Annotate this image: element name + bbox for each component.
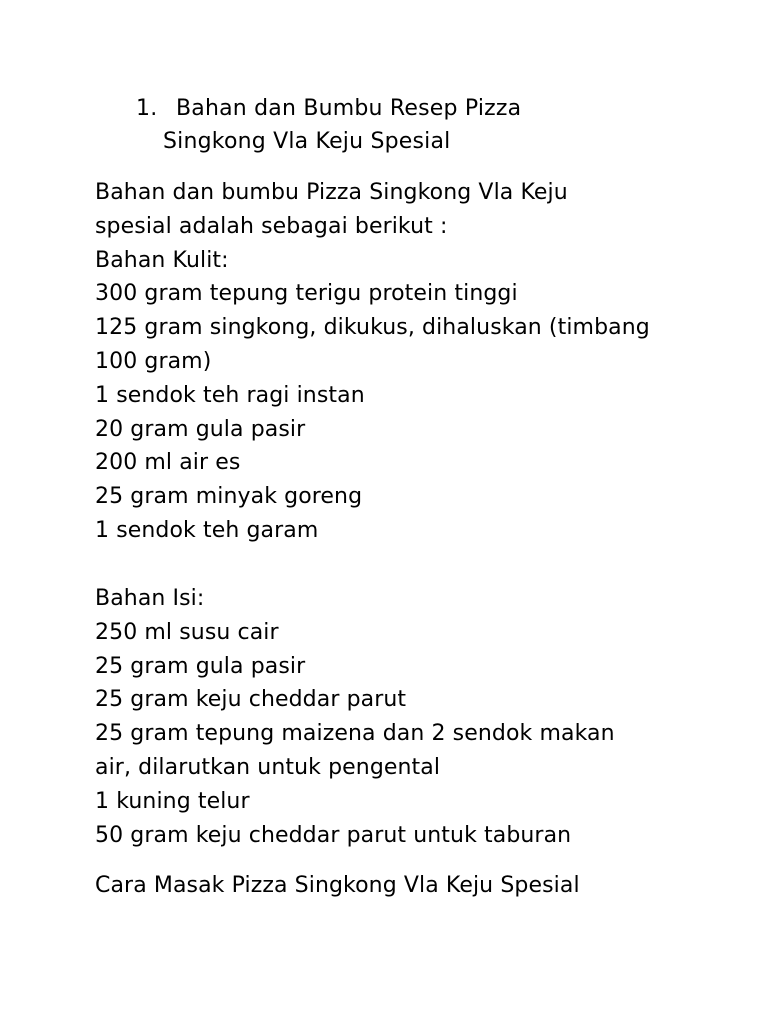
isi-item: 50 gram keju cheddar parut untuk taburan bbox=[95, 822, 572, 848]
heading-line-1: Bahan dan Bumbu Resep Pizza bbox=[176, 96, 522, 121]
section-heading bbox=[136, 92, 521, 158]
heading-number: 1. bbox=[136, 96, 158, 121]
cara-title: Cara Masak Pizza Singkong Vla Keju Spesial bbox=[95, 873, 580, 898]
kulit-item: 20 gram gula pasir bbox=[95, 416, 306, 442]
kulit-item: 25 gram minyak goreng bbox=[95, 484, 363, 510]
isi-item: 250 ml susu cair bbox=[95, 619, 279, 645]
isi-item: 25 gram gula pasir bbox=[95, 653, 306, 679]
isi-item: air, dilarutkan untuk pengental bbox=[95, 754, 441, 780]
ingredients-block-kulit bbox=[95, 176, 650, 548]
ingredients-block-isi bbox=[95, 582, 615, 852]
kulit-item: 200 ml air es bbox=[95, 450, 241, 476]
kulit-title: Bahan Kulit: bbox=[95, 247, 229, 273]
intro-line: Bahan dan bumbu Pizza Singkong Vla Keju bbox=[95, 180, 568, 205]
kulit-item: 300 gram tepung terigu protein tinggi bbox=[95, 281, 518, 307]
kulit-item: 1 sendok teh garam bbox=[95, 517, 319, 543]
isi-item: 25 gram tepung maizena dan 2 sendok makan bbox=[95, 721, 615, 747]
heading-line-2: Singkong Vla Keju Spesial bbox=[163, 129, 451, 154]
isi-item: 1 kuning telur bbox=[95, 788, 250, 814]
isi-title: Bahan Isi: bbox=[95, 586, 205, 611]
kulit-item: 125 gram singkong, dikukus, dihaluskan (timbang bbox=[95, 315, 650, 341]
kulit-item: 1 sendok teh ragi instan bbox=[95, 382, 365, 408]
isi-item: 25 gram keju cheddar parut bbox=[95, 687, 407, 713]
cooking-method-heading bbox=[95, 869, 580, 903]
kulit-item: 100 gram) bbox=[95, 348, 212, 374]
intro-line: spesial adalah sebagai berikut : bbox=[95, 213, 448, 239]
